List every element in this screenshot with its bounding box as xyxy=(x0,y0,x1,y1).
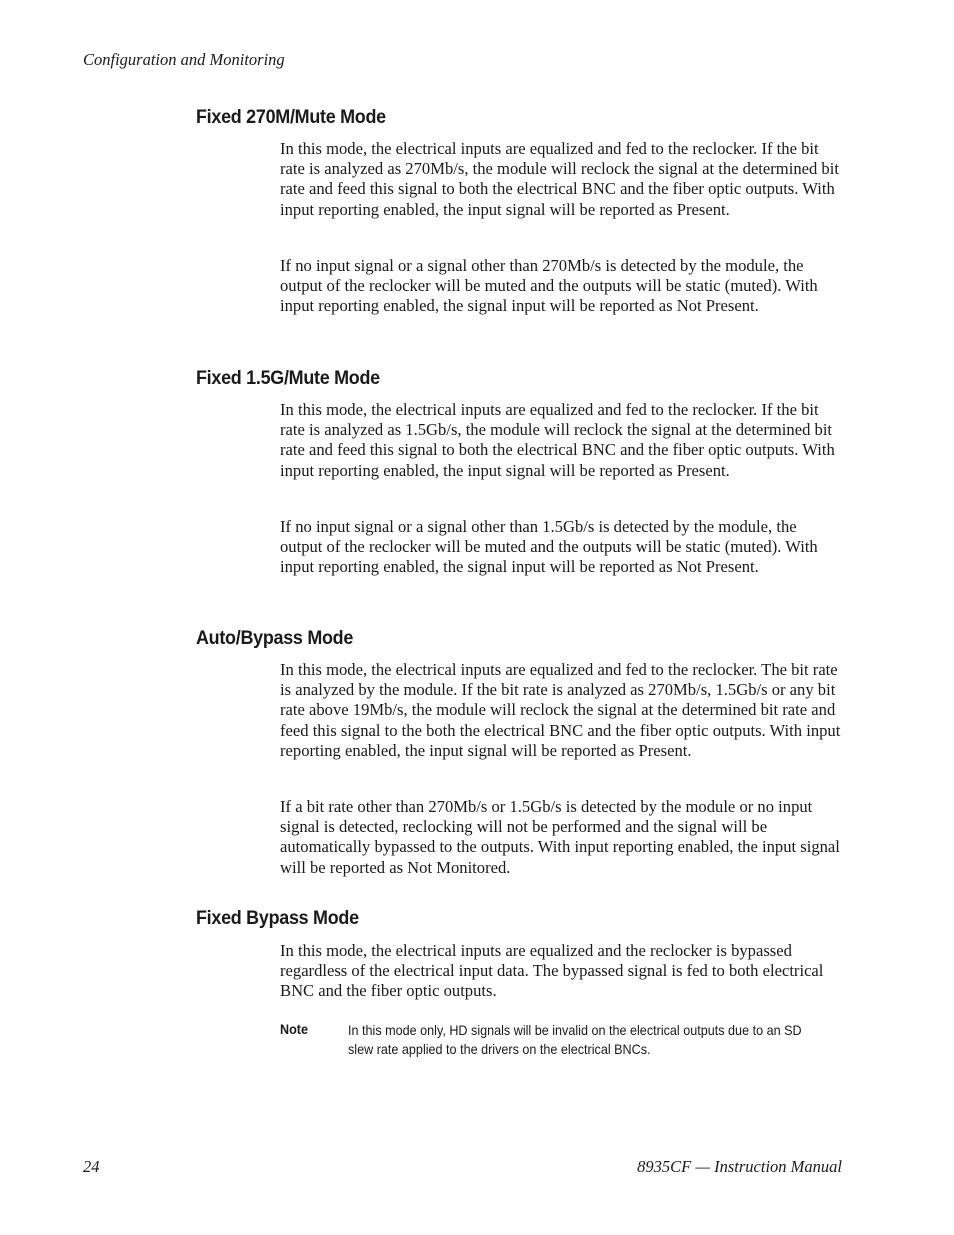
section-paragraph: If no input signal or a signal other than 270Mb/s is detected by the module, the output of the reclocker will be muted and the outputs will be static (muted). With input reporting enabled, the signal input will be reported as Not Present. xyxy=(280,256,818,316)
section-paragraph: In this mode, the electrical inputs are equalized and fed to the reclocker. If the bit rate is analyzed as 1.5Gb/s, the module will reclock the signal at the determined bit rate and feed this signal to both the electrical BNC and the fiber optic outputs. With input reporting enabled, the input signal will be reported as Present. xyxy=(280,400,835,480)
page-number: 24 xyxy=(83,1157,100,1176)
note-text: In this mode only, HD signals will be invalid on the electrical outputs due to an SD slew rate applied to the drivers on the electrical BNCs. xyxy=(348,1022,802,1057)
manual-title: 8935CF — Instruction Manual xyxy=(637,1157,842,1176)
section-heading-fixed-270m-mute: Fixed 270M/Mute Mode xyxy=(196,106,386,128)
section-paragraph: If a bit rate other than 270Mb/s or 1.5Gb/s is detected by the module or no input signal is detected, reclocking will not be performed and the signal will be automatically bypassed to the outputs. With input reporting enabled, the input signal will be reported as Not Monitored. xyxy=(280,797,840,877)
running-header: Configuration and Monitoring xyxy=(83,50,285,69)
section-paragraph: In this mode, the electrical inputs are equalized and fed to the reclocker. If the bit rate is analyzed as 270Mb/s, the module will reclock the signal at the determined bit rate and feed this signal to both the electrical BNC and the fiber optic outputs. With input reporting enabled, the input signal will be reported as Present. xyxy=(280,139,839,219)
section-paragraph: If no input signal or a signal other than 1.5Gb/s is detected by the module, the output of the reclocker will be muted and the outputs will be static (muted). With input reporting enabled, the signal input will be reported as Not Present. xyxy=(280,517,818,577)
section-heading-fixed-1-5g-mute: Fixed 1.5G/Mute Mode xyxy=(196,367,380,389)
section-paragraph: In this mode, the electrical inputs are equalized and the reclocker is bypassed regardless of the electrical input data. The bypassed signal is fed to both electrical BNC and the fiber optic outputs. xyxy=(280,941,824,1001)
section-heading-fixed-bypass: Fixed Bypass Mode xyxy=(196,907,359,929)
section-paragraph: In this mode, the electrical inputs are equalized and fed to the reclocker. The bit rate is analyzed by the module. If the bit rate is analyzed as 270Mb/s, 1.5Gb/s or any bit rate above 19Mb/s, the module will reclock the signal at the determined bit rate and feed this signal to the both the electrical BNC and the fiber optic outputs. With input reporting enabled, the input signal will be reported as Present. xyxy=(280,660,841,760)
note-label: Note xyxy=(280,1021,309,1037)
section-heading-auto-bypass: Auto/Bypass Mode xyxy=(196,627,354,649)
